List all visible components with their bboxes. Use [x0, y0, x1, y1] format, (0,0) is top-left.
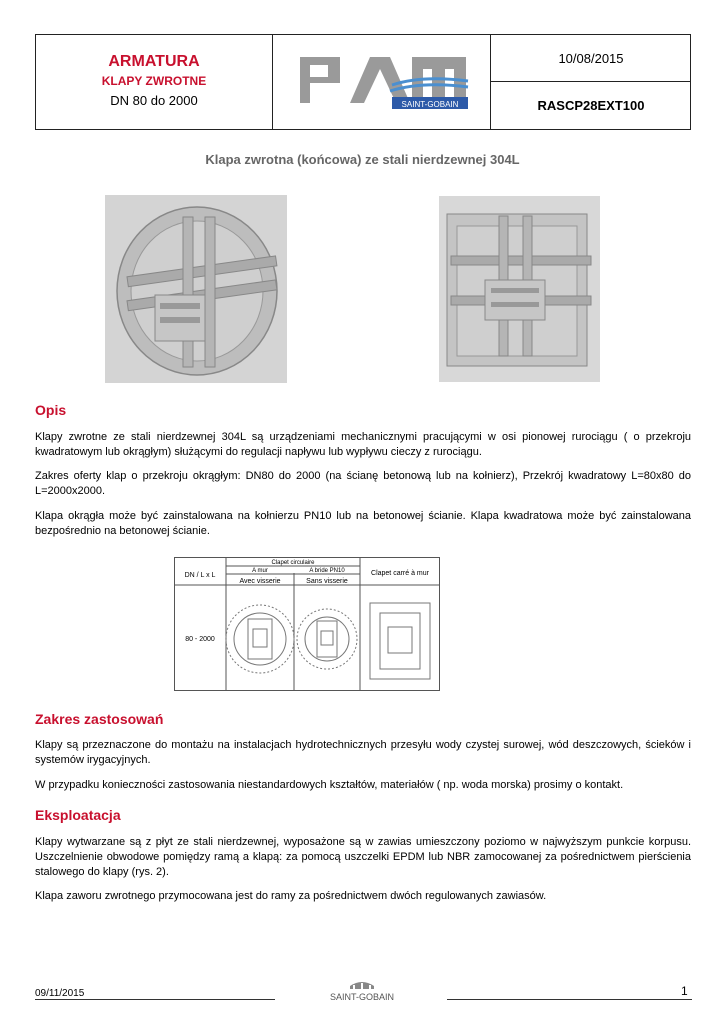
table-sub2-header: A bride PN10	[309, 568, 345, 574]
opis-paragraph-1: Klapy zwrotne ze stali nierdzewnej 304L są urządzeniami mechanicznymi pracującymi w osi pionowej rurociągu ( o przekroju kwadratowym lub okrągłym) służącymi do regulacji napływu lub wypływu cieczy z rurociągu.	[35, 431, 691, 458]
opis-paragraph-2: Zakres oferty klap o przekroju okrągłym: DN80 do 2000 (na ścianę betonową lub na kołnierz), Przekrój kwadratowy L=80x80 do L=2000x2000.	[35, 470, 691, 497]
doc-range: DN 80 do 2000	[110, 93, 198, 108]
header-title-cell	[36, 35, 273, 129]
square-valve-image	[439, 196, 600, 382]
doc-subcategory: KLAPY ZWROTNE	[101, 74, 207, 88]
footer-rule-left	[35, 999, 275, 1000]
page-number: 1	[681, 984, 688, 998]
table-row-label: 80 - 2000	[185, 636, 215, 643]
section-heading-zakres: Zakres zastosowań	[35, 711, 164, 727]
zakres-paragraph-2: W przypadku konieczności zastosowania niestandardowych kształtów, materiałów ( np. woda morska) prosimy o kontakt.	[35, 779, 624, 791]
table-col4-header: Clapet carré à mur	[371, 570, 429, 577]
variants-table	[174, 557, 440, 691]
header-meta-cell	[491, 35, 691, 129]
section-heading-opis: Opis	[35, 402, 67, 418]
eksploatacja-paragraph-1: Klapy wytwarzane są z płyt ze stali nierdzewnej, wyposażone są w zawias umieszczony poziomo w najwyższym punkcie korpusu. Uszczelnienie obwodowe pomiędzy ramą a klapą: za pomocą uszczelki EPDM lub NBR zamocowanej za pośrednictwem pierścienia stalowego do klapy (rys. 2).	[35, 836, 691, 878]
doc-date: 10/08/2015	[491, 35, 691, 82]
table-group-header: Clapet circulaire	[271, 560, 315, 566]
footer-date: 09/11/2015	[35, 988, 85, 999]
saint-gobain-logo	[320, 976, 404, 1004]
header-box	[35, 34, 691, 130]
section-heading-eksploatacja: Eksploatacja	[35, 807, 121, 823]
logo-sub-text: SAINT-GOBAIN	[401, 100, 459, 109]
table-note-1: Avec visserie	[239, 578, 281, 585]
doc-title: Klapa zwrotna (końcowa) ze stali nierdzewnej 304L	[205, 152, 520, 167]
footer-rule-right	[447, 999, 692, 1000]
zakres-paragraph-1: Klapy są przeznaczone do montażu na instalacjach hydrotechnicznych przesyłu wody czystej surowej, wód deszczowych, ścieków i systemów irygacyjnych.	[35, 739, 691, 766]
opis-paragraph-3: Klapa okrągła może być zainstalowana na kołnierzu PN10 lub na betonowej ścianie. Klapa kwadratowa może być zainstalowana bezpośrednio na betonowej ścianie.	[35, 510, 691, 537]
eksploatacja-paragraph-2: Klapa zaworu zwrotnego przymocowana jest do ramy za pośrednictwem dwóch regulowanych zawiasów.	[35, 890, 547, 902]
doc-category: ARMATURA	[108, 53, 200, 70]
footer-brand: SAINT-GOBAIN	[329, 992, 395, 1002]
round-valve-image	[105, 195, 287, 383]
pam-logo	[272, 35, 490, 129]
table-note-2: Sans visserie	[306, 578, 348, 585]
doc-code: RASCP28EXT100	[537, 98, 645, 113]
header-logo-cell	[272, 35, 491, 129]
table-sub1-header: A mur	[252, 568, 268, 574]
table-col1-header: DN / L x L	[184, 572, 216, 579]
